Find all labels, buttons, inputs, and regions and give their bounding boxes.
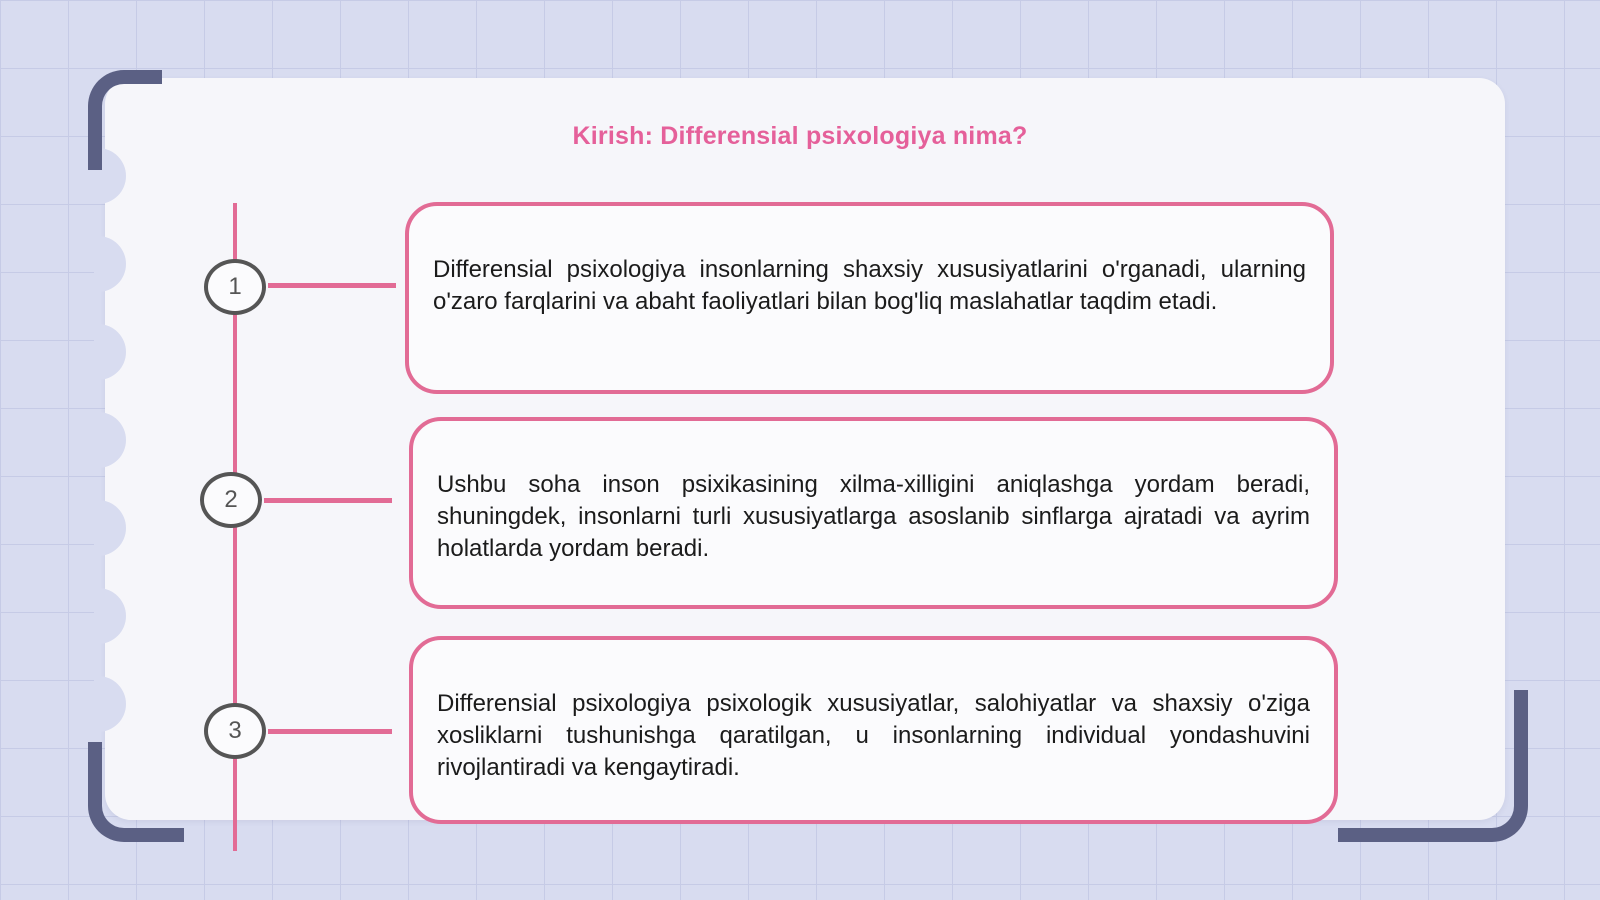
timeline-connector: [264, 498, 392, 503]
info-box-2: [409, 417, 1338, 609]
step-number-3: 3: [204, 703, 266, 759]
slide-title: Kirish: Differensial psixologiya nima?: [572, 122, 1028, 150]
info-box-3: [409, 636, 1338, 824]
step-number-2: 2: [200, 472, 262, 528]
step-number-1: 1: [204, 259, 266, 315]
timeline-connector: [268, 283, 396, 288]
info-text-3: Differensial psixologiya psixologik xususiyatlar, salohiyatlar va shaxsiy o'ziga xosliklarni tushunishga qaratilgan, u insonlarning individual yondashuvini rivojlantiradi va kengaytiradi.: [437, 690, 1310, 781]
frame-corner-top-left: [88, 70, 162, 170]
timeline-connector: [268, 729, 392, 734]
info-box-1: [405, 202, 1334, 394]
frame-corner-bottom-right: [1338, 690, 1528, 842]
info-text-1: Differensial psixologiya insonlarning shaxsiy xususiyatlarini o'rganadi, ularning o'zaro farqlarini va abaht faoliyatlari bilan bog'liq maslahatlar taqdim etadi.: [433, 256, 1306, 315]
info-text-2: Ushbu soha inson psixikasining xilma-xilligini aniqlashga yordam beradi, shuningdek, insonlarni turli xususiyatlarga asoslanib sinflarga ajratadi va ayrim holatlarda yordam beradi.: [437, 471, 1310, 562]
frame-corner-bottom-left: [88, 742, 184, 842]
